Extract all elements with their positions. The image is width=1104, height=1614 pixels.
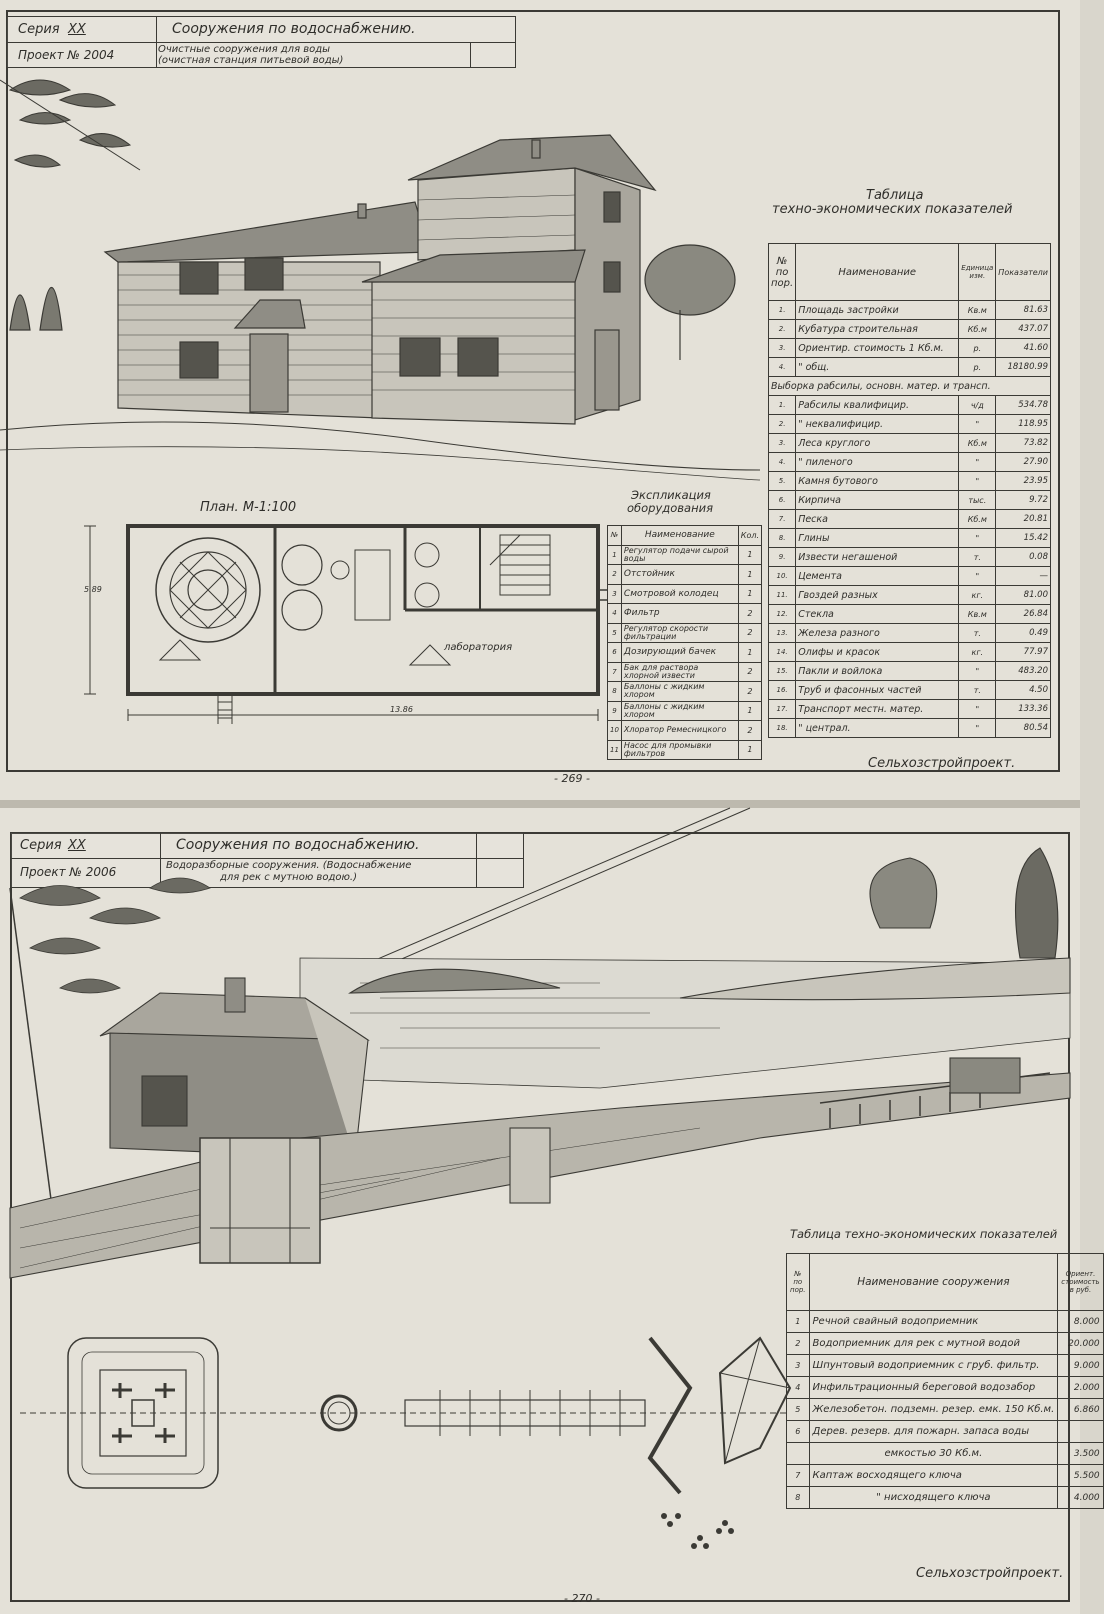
tech-value: 437.07 [996, 320, 1051, 339]
tech-name: " централ. [796, 719, 959, 738]
tech-row [769, 624, 1051, 643]
tech-section-row [769, 377, 1051, 396]
cost-row [787, 1487, 1104, 1509]
cost-name: Дерев. резерв. для пожарн. запаса воды [809, 1421, 1058, 1443]
tech-num: 9. [769, 548, 796, 567]
tech-row [769, 396, 1051, 415]
tech-unit: " [959, 662, 996, 681]
equipment-qty: 1 [738, 740, 761, 760]
tech-num: 5. [769, 472, 796, 491]
tech-value: 483.20 [996, 662, 1051, 681]
tech-value: 118.95 [996, 415, 1051, 434]
cost-table [786, 1253, 1104, 1509]
tech-num: 6. [769, 491, 796, 510]
cost-row [787, 1377, 1104, 1399]
tech-name: Пакли и войлока [796, 662, 959, 681]
equipment-row [608, 565, 762, 585]
tech-value: 26.84 [996, 605, 1051, 624]
tech-num: 16. [769, 681, 796, 700]
tech-unit: тыс. [959, 491, 996, 510]
equipment-qty: 1 [738, 545, 761, 565]
tech-value: 27.90 [996, 453, 1051, 472]
publisher-label: Сельхозстройпроект. [916, 1566, 1064, 1581]
tech-row [769, 358, 1051, 377]
tech-num: 11. [769, 586, 796, 605]
tech-value: 77.97 [996, 643, 1051, 662]
cost-name: емкостью 30 Кб.м. [809, 1443, 1058, 1465]
laboratory-label: лаборатория [444, 642, 513, 653]
tech-row [769, 643, 1051, 662]
equipment-row [608, 721, 762, 741]
cost-value [1058, 1421, 1103, 1443]
equipment-qty: 2 [738, 662, 761, 682]
cost-num: 5 [787, 1399, 810, 1421]
project-number: Проект № 2006 [20, 865, 117, 879]
tech-row [769, 548, 1051, 567]
tech-name: Леса круглого [796, 434, 959, 453]
tech-unit: " [959, 567, 996, 586]
tech-row [769, 510, 1051, 529]
floor-plan-drawing [80, 510, 600, 740]
tech-row [769, 320, 1051, 339]
tech-name: Ориентир. стоимость 1 Кб.м. [796, 339, 959, 358]
tech-num: 10. [769, 567, 796, 586]
tech-name: Цемента [796, 567, 959, 586]
tech-unit: ч/д [959, 396, 996, 415]
tech-num: 15. [769, 662, 796, 681]
equipment-name: Бак для раствора хлорной извести [621, 662, 738, 682]
tech-row [769, 415, 1051, 434]
equipment-header-row [608, 526, 762, 546]
tech-header-num: № по пор. [769, 244, 796, 301]
tech-name: Песка [796, 510, 959, 529]
tech-unit: кг. [959, 643, 996, 662]
tech-value: 15.42 [996, 529, 1051, 548]
cost-num: 3 [787, 1355, 810, 1377]
tech-row [769, 339, 1051, 358]
tech-row [769, 453, 1051, 472]
equipment-num: 11 [608, 740, 622, 760]
plan-dimension-height: 5.89 [84, 585, 102, 594]
tech-unit: " [959, 700, 996, 719]
tech-unit: Кв.м [959, 301, 996, 320]
tech-num: 3. [769, 434, 796, 453]
equipment-num: 7 [608, 662, 622, 682]
tech-num: 17. [769, 700, 796, 719]
tech-unit: " [959, 453, 996, 472]
equipment-header-qty: Кол. [738, 526, 761, 546]
tech-unit: " [959, 529, 996, 548]
equipment-title-2: оборудования [627, 501, 713, 515]
tech-name: Стекла [796, 605, 959, 624]
tech-name: Труб и фасонных частей [796, 681, 959, 700]
cost-name: " нисходящего ключа [809, 1487, 1058, 1509]
series-value: XX [68, 22, 86, 37]
equipment-row [608, 682, 762, 702]
equipment-row [608, 740, 762, 760]
water-intake-perspective-drawing [0, 808, 1080, 1328]
equipment-row [608, 643, 762, 663]
tech-num: 8. [769, 529, 796, 548]
tech-name: Камня бутового [796, 472, 959, 491]
equipment-num: 1 [608, 545, 622, 565]
tech-unit: " [959, 415, 996, 434]
equipment-num: 6 [608, 643, 622, 663]
tech-value: 0.49 [996, 624, 1051, 643]
equipment-num: 9 [608, 701, 622, 721]
tech-row [769, 662, 1051, 681]
tech-value: 0.08 [996, 548, 1051, 567]
tech-num: 1. [769, 301, 796, 320]
tech-num: 12. [769, 605, 796, 624]
tech-num: 18. [769, 719, 796, 738]
equipment-num: 5 [608, 623, 622, 643]
equipment-qty: 1 [738, 584, 761, 604]
tech-value: 81.00 [996, 586, 1051, 605]
equipment-qty: 2 [738, 721, 761, 741]
cost-value: 6.860 [1058, 1399, 1103, 1421]
equipment-name: Отстойник [621, 565, 738, 585]
cost-row [787, 1311, 1104, 1333]
tech-value: 73.82 [996, 434, 1051, 453]
tech-row [769, 491, 1051, 510]
tech-econ-table [768, 243, 1051, 738]
tech-unit: т. [959, 624, 996, 643]
tech-row [769, 700, 1051, 719]
equipment-name: Смотровой колодец [621, 584, 738, 604]
cost-value: 3.500 [1058, 1443, 1103, 1465]
cost-num: 4 [787, 1377, 810, 1399]
tech-value: 20.81 [996, 510, 1051, 529]
header-title: Сооружения по водоснабжению. [172, 21, 416, 37]
equipment-name: Хлоратор Ремесницкого [621, 721, 738, 741]
equipment-row [608, 604, 762, 624]
cost-name: Речной свайный водоприемник [809, 1311, 1058, 1333]
tech-row [769, 605, 1051, 624]
tech-num: 1. [769, 396, 796, 415]
equipment-name: Баллоны с жидким хлором [621, 682, 738, 702]
tech-unit: р. [959, 339, 996, 358]
tech-num: 2. [769, 320, 796, 339]
cost-num: 6 [787, 1421, 810, 1443]
equipment-header-name: Наименование [621, 526, 738, 546]
tech-num: 7. [769, 510, 796, 529]
tech-name: Рабсилы квалифицир. [796, 396, 959, 415]
sheet-page-270 [0, 808, 1100, 1614]
tech-header-value: Показатели [996, 244, 1051, 301]
tech-unit: " [959, 472, 996, 491]
cost-value: 2.000 [1058, 1377, 1103, 1399]
equipment-name: Регулятор подачи сырой воды [621, 545, 738, 565]
cost-header-value: Ориент. стоимость в руб. [1058, 1254, 1103, 1311]
header-subtitle-2: (очистная станция питьевой воды) [158, 55, 344, 66]
series-label: Серия [20, 838, 62, 853]
tech-header-unit: Единица изм. [959, 244, 996, 301]
equipment-qty: 1 [738, 643, 761, 663]
tech-value: 133.36 [996, 700, 1051, 719]
cost-row [787, 1421, 1104, 1443]
equipment-num: 4 [608, 604, 622, 624]
tech-row [769, 719, 1051, 738]
tech-name: Глины [796, 529, 959, 548]
tech-name: Извести негашеной [796, 548, 959, 567]
tech-row [769, 434, 1051, 453]
equipment-header-num: № [608, 526, 622, 546]
equipment-title-1: Экспликация [631, 488, 711, 502]
equipment-row [608, 584, 762, 604]
equipment-qty: 2 [738, 604, 761, 624]
tech-header-row [769, 244, 1051, 301]
tech-unit: р. [959, 358, 996, 377]
tech-value: 9.72 [996, 491, 1051, 510]
tech-num: 3. [769, 339, 796, 358]
equipment-qty: 2 [738, 682, 761, 702]
tech-num: 4. [769, 358, 796, 377]
page-number: - 270 - [564, 1592, 600, 1605]
series-label: Серия [18, 22, 60, 37]
sheet-page-269 [0, 0, 1080, 800]
tech-value: 23.95 [996, 472, 1051, 491]
tech-unit: т. [959, 681, 996, 700]
tech-unit: Кб.м [959, 434, 996, 453]
tech-row [769, 586, 1051, 605]
tech-name: Гвоздей разных [796, 586, 959, 605]
plan-label: План. М-1:100 [200, 500, 297, 515]
cost-row [787, 1399, 1104, 1421]
project-number: Проект № 2004 [18, 48, 115, 62]
tech-name: Транспорт местн. матер. [796, 700, 959, 719]
cost-value: 8.000 [1058, 1311, 1103, 1333]
tech-unit: кг. [959, 586, 996, 605]
tech-unit: т. [959, 548, 996, 567]
tech-row [769, 301, 1051, 320]
publisher-label: Сельхозстройпроект. [868, 756, 1016, 771]
equipment-qty: 1 [738, 565, 761, 585]
cost-name: Каптаж восходящего ключа [809, 1465, 1058, 1487]
header-subtitle-2: для рек с мутною водою.) [220, 872, 357, 883]
tech-row [769, 472, 1051, 491]
tech-name: " общ. [796, 358, 959, 377]
equipment-num: 10 [608, 721, 622, 741]
equipment-table [607, 525, 762, 760]
tech-row [769, 681, 1051, 700]
cost-num [787, 1443, 810, 1465]
cost-header-num: № по пор. [787, 1254, 810, 1311]
equipment-name: Баллоны с жидким хлором [621, 701, 738, 721]
cost-header-row [787, 1254, 1104, 1311]
page-separator [0, 800, 1080, 808]
cost-table-title: Таблица техно-экономических показателей [790, 1227, 1058, 1241]
equipment-qty: 2 [738, 623, 761, 643]
house-perspective-drawing [0, 0, 760, 500]
tech-name: Олифы и красок [796, 643, 959, 662]
tech-value: 80.54 [996, 719, 1051, 738]
equipment-num: 3 [608, 584, 622, 604]
cost-name: Железобетон. подземн. резер. емк. 150 Кб.м. [809, 1399, 1058, 1421]
cost-num: 1 [787, 1311, 810, 1333]
tech-name: Площадь застройки [796, 301, 959, 320]
tech-num: 14. [769, 643, 796, 662]
tech-unit: Кб.м [959, 320, 996, 339]
equipment-name: Фильтр [621, 604, 738, 624]
equipment-qty: 1 [738, 701, 761, 721]
tech-table-title-1: Таблица [866, 188, 924, 203]
cost-header-name: Наименование сооружения [809, 1254, 1058, 1311]
cost-value: 20.000 [1058, 1333, 1103, 1355]
equipment-name: Насос для промывки фильтров [621, 740, 738, 760]
tech-num: 2. [769, 415, 796, 434]
cost-num: 2 [787, 1333, 810, 1355]
cost-value: 4.000 [1058, 1487, 1103, 1509]
cost-row [787, 1333, 1104, 1355]
page-number: - 269 - [554, 772, 590, 785]
equipment-row [608, 701, 762, 721]
tech-value: 18180.99 [996, 358, 1051, 377]
cost-name: Инфильтрационный береговой водозабор [809, 1377, 1058, 1399]
cost-num: 8 [787, 1487, 810, 1509]
tech-table-title-2: техно-экономических показателей [772, 202, 1013, 217]
plan-dimension-width: 13.86 [390, 705, 413, 714]
cost-value: 9.000 [1058, 1355, 1103, 1377]
cost-row [787, 1443, 1104, 1465]
cost-name: Шпунтовый водоприемник с груб. фильтр. [809, 1355, 1058, 1377]
tech-name: Кирпича [796, 491, 959, 510]
tech-name: " пиленого [796, 453, 959, 472]
series-value: XX [68, 838, 86, 853]
tech-num: 4. [769, 453, 796, 472]
tech-header-name: Наименование [796, 244, 959, 301]
cost-row [787, 1355, 1104, 1377]
tech-value: 41.60 [996, 339, 1051, 358]
equipment-num: 2 [608, 565, 622, 585]
cost-name: Водоприемник для рек с мутной водой [809, 1333, 1058, 1355]
header-title: Сооружения по водоснабжению. [176, 837, 420, 853]
cost-num: 7 [787, 1465, 810, 1487]
equipment-num: 8 [608, 682, 622, 702]
equipment-row [608, 623, 762, 643]
equipment-name: Регулятор скорости фильтрации [621, 623, 738, 643]
equipment-row [608, 545, 762, 565]
tech-value: 81.63 [996, 301, 1051, 320]
tech-unit: " [959, 719, 996, 738]
tech-name: Кубатура строительная [796, 320, 959, 339]
tech-value: 4.50 [996, 681, 1051, 700]
tech-num: 13. [769, 624, 796, 643]
tech-name: Железа разного [796, 624, 959, 643]
header-subtitle-1: Водоразборные сооружения. (Водоснабжение [166, 860, 412, 871]
header-subtitle-1: Очистные сооружения для воды [158, 44, 331, 55]
cost-value: 5.500 [1058, 1465, 1103, 1487]
equipment-row [608, 662, 762, 682]
tech-unit: Кв.м [959, 605, 996, 624]
cost-row [787, 1465, 1104, 1487]
tech-section-label: Выборка рабсилы, основн. матер. и трансп. [769, 377, 1051, 396]
tech-row [769, 529, 1051, 548]
tech-name: " неквалифицир. [796, 415, 959, 434]
foliage-left [0, 80, 140, 170]
tech-row [769, 567, 1051, 586]
tech-value: 534.78 [996, 396, 1051, 415]
tech-unit: Кб.м [959, 510, 996, 529]
equipment-name: Дозирующий бачек [621, 643, 738, 663]
tech-value: — [996, 567, 1051, 586]
